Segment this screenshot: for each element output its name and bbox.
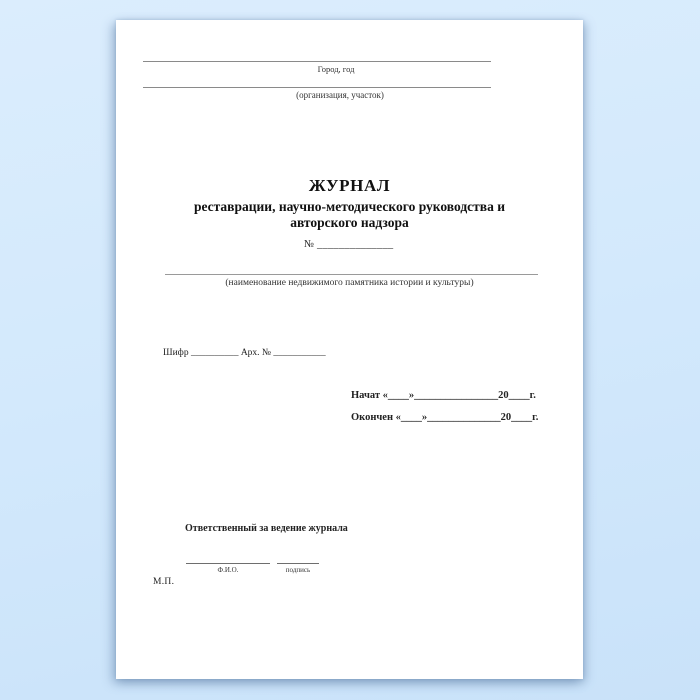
signature-caption: подпись — [285, 566, 311, 574]
stamp-place-label: М.П. — [153, 577, 175, 587]
fio-caption: Ф.И.О. — [217, 566, 239, 574]
monument-name-fill-line — [165, 274, 538, 275]
organization-caption: (организация, участок) — [296, 90, 384, 100]
city-year-caption: Город, год — [317, 64, 355, 74]
journal-cover-page — [116, 20, 583, 679]
city-year-fill-line — [143, 61, 491, 62]
journal-number-field: № ______________ — [304, 239, 394, 250]
date-started-field: Начат «____»________________20____г. — [351, 390, 536, 401]
monument-name-caption: (наименование недвижимого памятника истории и культуры) — [225, 278, 474, 288]
responsible-person-label: Ответственный за ведение журнала — [185, 523, 348, 534]
cipher-archive-number-field: Шифр __________ Арх. № ___________ — [163, 348, 326, 358]
fio-fill-line — [186, 563, 270, 564]
date-finished-field: Окончен «____»______________20____г. — [351, 412, 539, 423]
journal-title: ЖУРНАЛ — [308, 176, 391, 195]
organization-fill-line — [143, 87, 491, 88]
journal-subtitle-line1: реставрации, научно-методического руководства и — [193, 199, 505, 214]
signature-fill-line — [277, 563, 319, 564]
journal-subtitle-line2: авторского надзора — [290, 214, 409, 230]
journal-subtitle — [116, 199, 583, 230]
